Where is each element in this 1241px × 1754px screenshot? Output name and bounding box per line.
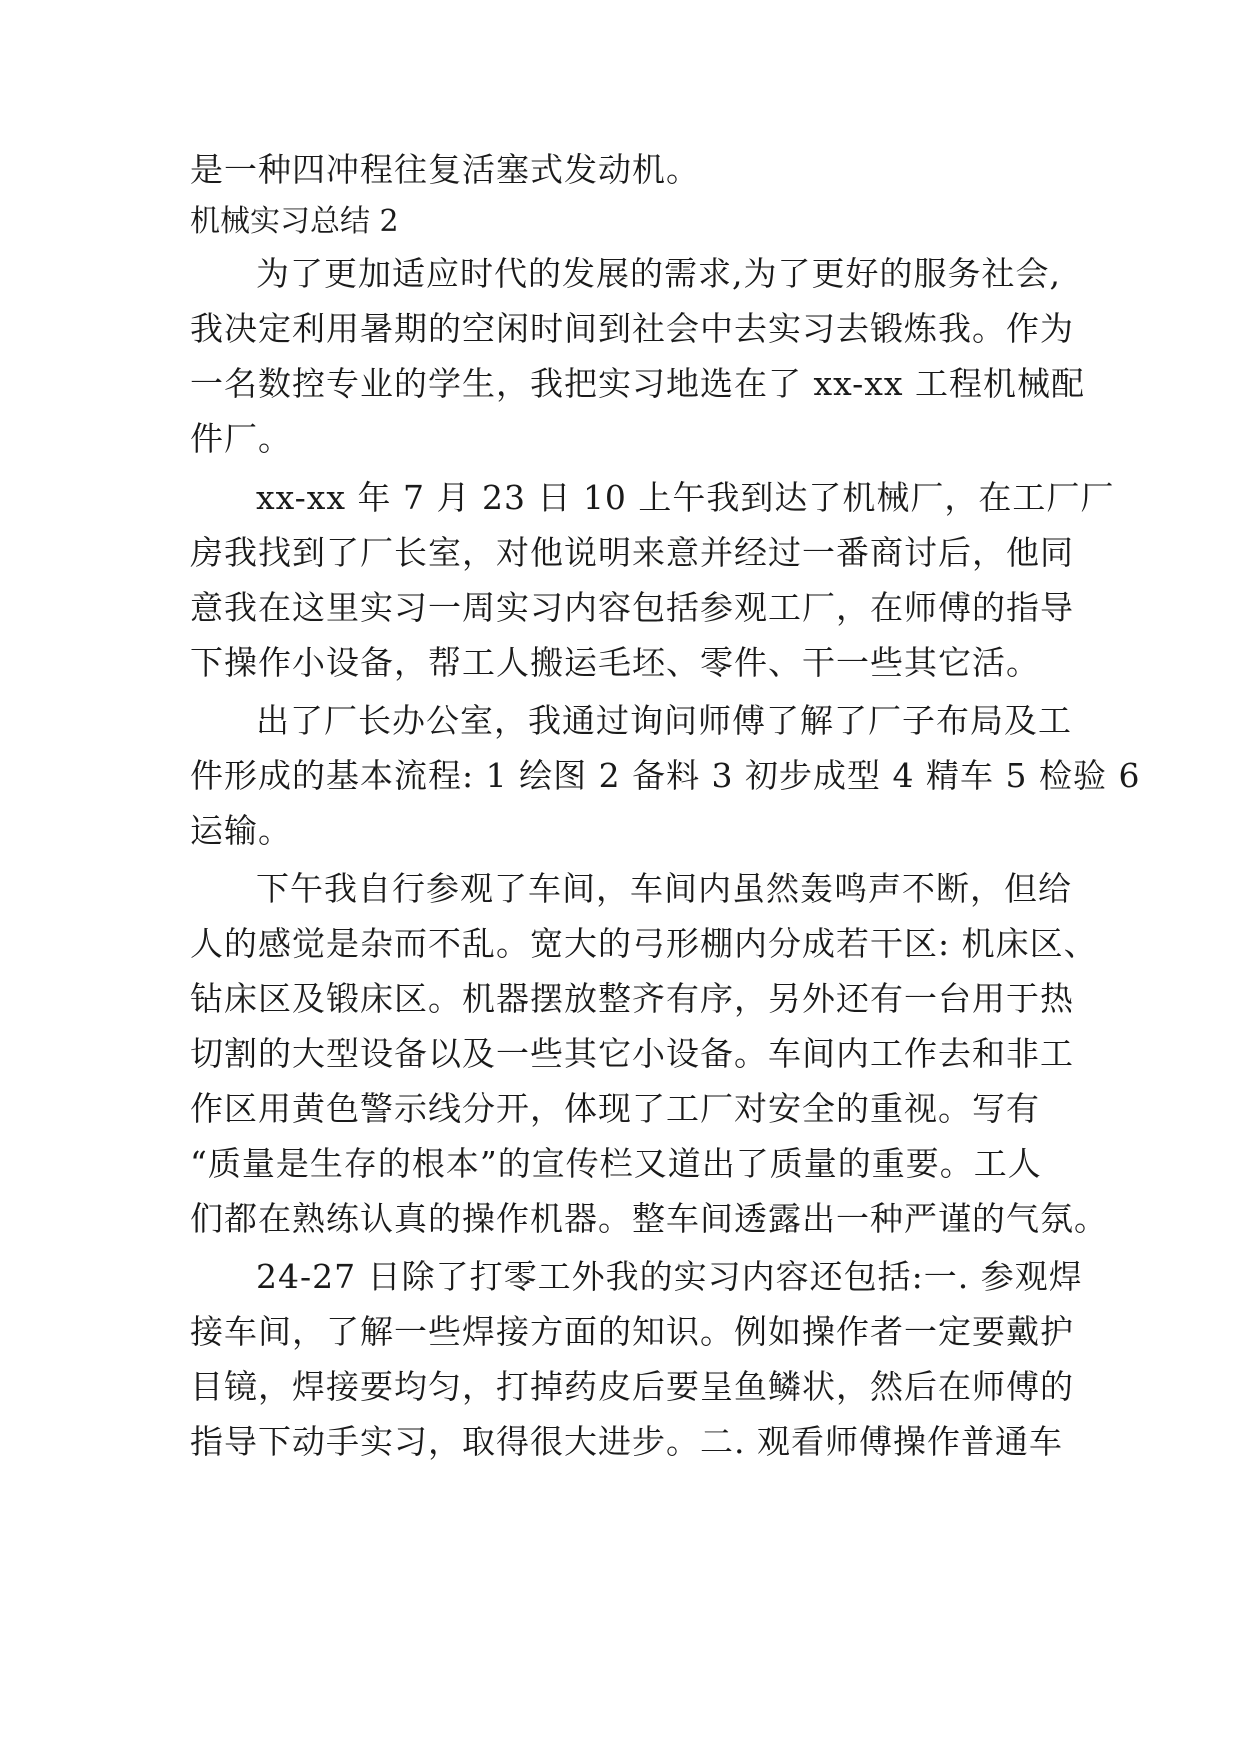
paragraph-line: 作区用黄色警示线分开，体现了工厂对安全的重视。写有 (190, 1089, 1040, 1128)
paragraph-line: 我决定利用暑期的空闲时间到社会中去实习去锻炼我。作为 (190, 309, 1074, 348)
paragraph-line: xx-xx 年 7 月 23 日 10 上午我到达了机械厂，在工厂厂 (256, 478, 1115, 517)
section-heading: 机械实习总结 2 (190, 204, 399, 239)
paragraph-line: 运输。 (190, 811, 292, 850)
paragraph-line: 们都在熟练认真的操作机器。整车间透露出一种严谨的气氛。 (190, 1199, 1108, 1238)
text-line: 是一种四冲程往复活塞式发动机。 (190, 150, 700, 189)
paragraph-line: 出了厂长办公室，我通过询问师傅了解了厂子布局及工 (256, 701, 1072, 740)
paragraph-line: 件厂。 (190, 419, 292, 458)
paragraph-line: 钻床区及锻床区。机器摆放整齐有序，另外还有一台用于热 (190, 979, 1074, 1018)
paragraph-line: 意我在这里实习一周实习内容包括参观工厂，在师傅的指导 (190, 588, 1074, 627)
paragraph-line: 接车间，了解一些焊接方面的知识。例如操作者一定要戴护 (190, 1312, 1074, 1351)
paragraph-line: 人的感觉是杂而不乱。宽大的弓形棚内分成若干区: 机床区、 (190, 924, 1098, 963)
paragraph-line: 房我找到了厂长室，对他说明来意并经过一番商讨后，他同 (190, 533, 1074, 572)
paragraph-line: 24-27 日除了打零工外我的实习内容还包括:一. 参观焊 (256, 1257, 1083, 1296)
paragraph-line: 下操作小设备，帮工人搬运毛坯、零件、干一些其它活。 (190, 643, 1040, 682)
paragraph-line: 目镜，焊接要均匀，打掉药皮后要呈鱼鳞状，然后在师傅的 (190, 1367, 1074, 1406)
paragraph-line: 切割的大型设备以及一些其它小设备。车间内工作去和非工 (190, 1034, 1074, 1073)
paragraph-line: 指导下动手实习，取得很大进步。二. 观看师傅操作普通车 (190, 1422, 1063, 1461)
paragraph-line: 下午我自行参观了车间，车间内虽然轰鸣声不断，但给 (256, 869, 1072, 908)
paragraph-line: 件形成的基本流程: 1 绘图 2 备料 3 初步成型 4 精车 5 检验 6 (190, 756, 1141, 795)
paragraph-line: “质量是生存的根本”的宣传栏又道出了质量的重要。工人 (190, 1144, 1042, 1183)
paragraph-line: 一名数控专业的学生，我把实习地选在了 xx-xx 工程机械配 (190, 364, 1085, 403)
paragraph-line: 为了更加适应时代的发展的需求,为了更好的服务社会, (256, 254, 1061, 293)
